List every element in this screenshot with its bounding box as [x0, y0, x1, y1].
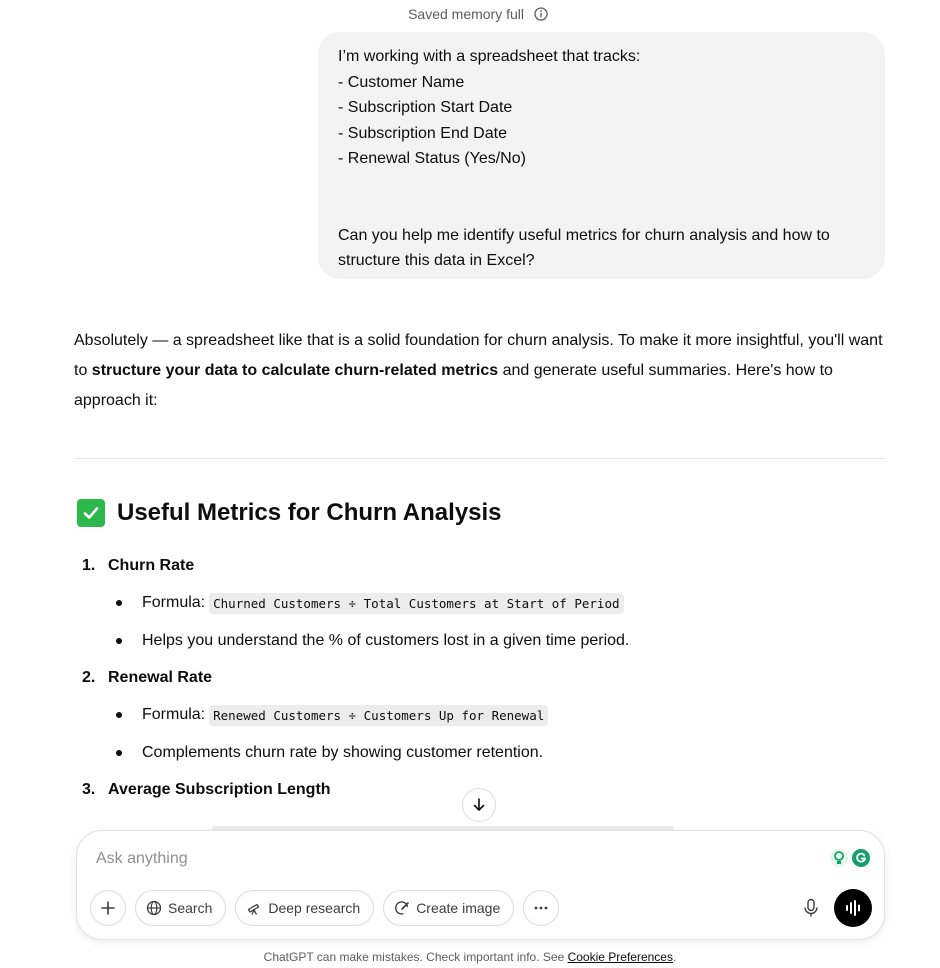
extension-icons [830, 849, 870, 867]
user-message-bubble [318, 32, 885, 279]
user-message-blank-line [338, 197, 865, 223]
prompt-input[interactable] [96, 850, 696, 868]
metric-number: 3. [82, 781, 96, 798]
deep-research-button-label: Deep research [268, 900, 361, 916]
lightbulb-icon[interactable] [830, 849, 848, 867]
user-message-line: - Subscription End Date [338, 124, 507, 142]
sound-wave-icon [844, 899, 862, 917]
disclaimer-text: ChatGPT can make mistakes. Check important info. See [263, 950, 568, 964]
globe-icon [146, 900, 162, 916]
metric-title [82, 552, 882, 580]
voice-mode-button[interactable] [834, 889, 872, 927]
bullet-item [82, 626, 882, 656]
formula-label: Formula: [142, 594, 206, 611]
user-message-line: Can you help me identify useful metrics for churn analysis and how to [338, 226, 830, 244]
microphone-icon [802, 898, 820, 918]
intro-text: Absolutely — a spreadsheet like that is a solid foundation for churn analysis. To make it more insightful, you'll want to [74, 332, 883, 379]
disclaimer-end: . [672, 950, 677, 964]
formula-label: Formula: [142, 706, 206, 723]
bullet-item [82, 700, 882, 730]
bullet-item [82, 738, 882, 768]
check-mark-icon [77, 499, 105, 527]
plus-icon [100, 900, 116, 916]
metric-item [82, 552, 882, 656]
user-message-line: - Customer Name [338, 73, 465, 91]
metric-item [82, 664, 882, 768]
deep-research-button[interactable] [235, 890, 374, 926]
info-icon[interactable] [534, 7, 548, 21]
bullet-dot [116, 638, 122, 644]
memory-status-label: Saved memory full [408, 6, 525, 22]
assistant-intro [74, 326, 886, 416]
divider [74, 458, 886, 459]
composer-toolbar [90, 890, 559, 926]
intro-text-end: and generate useful summaries. Here's how to approach it: [74, 362, 833, 409]
intro-bold-text: structure your data to calculate churn-related metrics [91, 362, 499, 379]
search-button-label: Search [168, 900, 213, 916]
metric-title-text: Renewal Rate [108, 669, 213, 686]
dictate-button[interactable] [793, 890, 829, 926]
metric-note: Complements churn rate by showing customer retention. [142, 744, 544, 761]
metric-note: Helps you understand the % of customers lost in a given time period. [142, 632, 630, 649]
metric-title-text: Average Subscription Length [108, 781, 331, 798]
metric-bullets [82, 588, 882, 656]
search-button[interactable] [135, 890, 226, 926]
section-heading-text: Useful Metrics for Churn Analysis [117, 499, 502, 526]
bullet-dot [116, 750, 122, 756]
formula-code: Churned Customers ÷ Total Customers at Start of Period [209, 593, 623, 614]
metric-number: 2. [82, 669, 96, 686]
composer [76, 830, 885, 940]
metric-title [82, 664, 882, 692]
assistant-message [74, 326, 886, 459]
bullet-dot [116, 712, 122, 718]
scroll-to-bottom-button[interactable] [462, 788, 496, 822]
more-dots-icon [533, 900, 549, 916]
metric-number: 1. [82, 557, 96, 574]
user-message-blank-line [338, 172, 865, 198]
image-brush-icon [394, 900, 410, 916]
disclaimer [0, 950, 940, 964]
add-attachment-button[interactable] [90, 890, 126, 926]
bullet-item [82, 588, 882, 618]
user-message-line: - Subscription Start Date [338, 99, 513, 116]
formula-code: Renewed Customers ÷ Customers Up for Renewal [209, 705, 548, 726]
grammarly-icon[interactable] [852, 849, 870, 867]
user-message-line: I’m working with a spreadsheet that tracks: [338, 48, 641, 65]
metric-title-text: Churn Rate [108, 557, 195, 574]
user-message-line: - Renewal Status (Yes/No) [338, 150, 526, 167]
section-heading [77, 499, 502, 527]
memory-status [0, 4, 940, 24]
more-tools-button[interactable] [523, 890, 559, 926]
telescope-icon [246, 900, 262, 916]
metric-bullets [82, 700, 882, 768]
bullet-dot [116, 600, 122, 606]
cookie-preferences-link[interactable]: Cookie Preferences [567, 950, 673, 964]
create-image-button-label: Create image [416, 900, 501, 916]
create-image-button[interactable] [383, 890, 514, 926]
metrics-list [82, 552, 882, 804]
arrow-down-icon [471, 797, 487, 813]
user-message-line: structure this data in Excel? [338, 252, 535, 269]
